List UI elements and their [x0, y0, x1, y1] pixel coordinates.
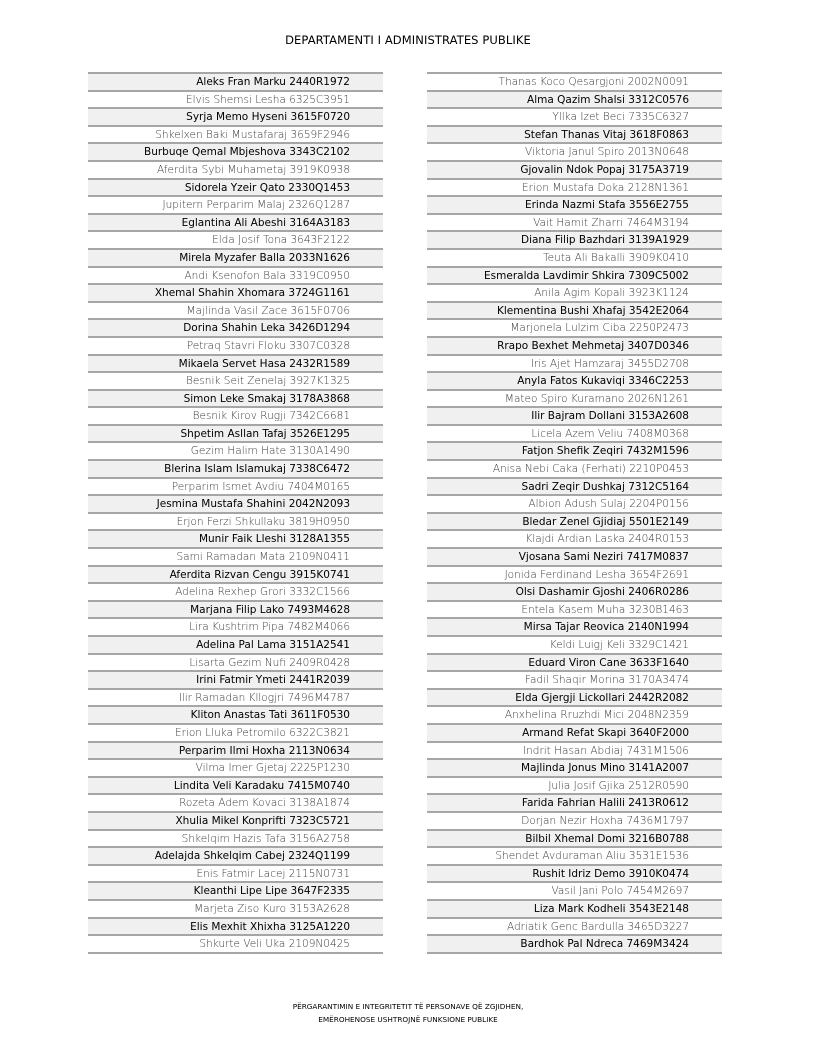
list-item: Eduard Viron Cane 3633F1640 — [427, 655, 722, 673]
list-item: Bledar Zenel Gjidiaj 5501E2149 — [427, 514, 722, 532]
list-item: Mirela Myzafer Balla 2033N1626 — [88, 250, 383, 268]
list-item: Adelina Pal Lama 3151A2541 — [88, 637, 383, 655]
list-item: Dorjan Nezir Hoxha 7436M1797 — [427, 813, 722, 831]
list-item: Munir Faik Lleshi 3128A1355 — [88, 531, 383, 549]
list-item: Xhemal Shahin Xhomara 3724G1161 — [88, 285, 383, 303]
list-item: Rushit Idriz Demo 3910K0474 — [427, 866, 722, 884]
list-item: Fadil Shaqir Morina 3170A3474 — [427, 672, 722, 690]
list-item: Armand Refat Skapi 3640F2000 — [427, 725, 722, 743]
list-item: Erion Mustafa Doka 2128N1361 — [427, 180, 722, 198]
list-item: Elvis Shemsi Lesha 6325C3951 — [88, 92, 383, 110]
list-item: Thanas Koco Qesargjoni 2002N0091 — [427, 74, 722, 92]
page-title: DEPARTAMENTI I ADMINISTRATES PUBLIKE — [285, 33, 531, 47]
list-item: Anisa Nebi Caka (Ferhati) 2210P0453 — [427, 461, 722, 479]
list-item: Jesmina Mustafa Shahini 2042N2093 — [88, 496, 383, 514]
list-item: Bardhok Pal Ndreca 7469M3424 — [427, 936, 722, 954]
list-item: Jonida Ferdinand Lesha 3654F2691 — [427, 567, 722, 585]
list-item: Elis Mexhit Xhixha 3125A1220 — [88, 919, 383, 937]
list-item: Aferdita Rizvan Cengu 3915K0741 — [88, 567, 383, 585]
name-list-right — [427, 72, 722, 954]
list-item: Enis Fatmir Lacej 2115N0731 — [88, 866, 383, 884]
list-item: Marjana Filip Lako 7493M4628 — [88, 602, 383, 620]
list-item: Stefan Thanas Vitaj 3618F0863 — [427, 127, 722, 145]
list-item: Xhulia Mikel Konprifti 7323C5721 — [88, 813, 383, 831]
list-item: Diana Filip Bazhdari 3139A1929 — [427, 232, 722, 250]
page-footer — [0, 1000, 816, 1026]
list-item: Ilir Ramadan Kllogjri 7496M4787 — [88, 690, 383, 708]
list-item: Lira Kushtrim Pipa 7482M4066 — [88, 619, 383, 637]
list-item: Besnik Seit Zenelaj 3927K1325 — [88, 373, 383, 391]
list-item: Gezim Halim Hate 3130A1490 — [88, 443, 383, 461]
list-item: Entela Kasem Muha 3230B1463 — [427, 602, 722, 620]
list-item: Besnik Kirov Rugji 7342C6681 — [88, 408, 383, 426]
list-item: Perparim Ilmi Hoxha 2113N0634 — [88, 743, 383, 761]
list-item: Sadri Zeqir Dushkaj 7312C5164 — [427, 479, 722, 497]
list-item: Shkelxen Baki Mustafaraj 3659F2946 — [88, 127, 383, 145]
list-item: Petraq Stavri Floku 3307C0328 — [88, 338, 383, 356]
list-item: Adelajda Shkelqim Cabej 2324Q1199 — [88, 848, 383, 866]
list-item: Lindita Veli Karadaku 7415M0740 — [88, 778, 383, 796]
footer-line-1: PËRGARANTIMIN E INTEGRITETIT TË PERSONAVE QË ZGJIDHEN, — [292, 1002, 524, 1011]
list-item: Julia Josif Gjika 2512R0590 — [427, 778, 722, 796]
list-item: Adriatik Genc Bardulla 3465D3227 — [427, 919, 722, 937]
list-item: Mateo Spiro Kuramano 2026N1261 — [427, 391, 722, 409]
list-item: Iris Ajet Hamzaraj 3455D2708 — [427, 356, 722, 374]
list-item: Bilbil Xhemal Domi 3216B0788 — [427, 831, 722, 849]
list-item: Licela Azem Veliu 7408M0368 — [427, 426, 722, 444]
list-item: Indrit Hasan Abdiaj 7431M1506 — [427, 743, 722, 761]
list-item: Liza Mark Kodheli 3543E2148 — [427, 901, 722, 919]
list-item: Majlinda Vasil Zace 3615F0706 — [88, 303, 383, 321]
list-item: Adelina Rexhep Grori 3332C1566 — [88, 584, 383, 602]
list-item: Yllka Izet Beci 7335C6327 — [427, 109, 722, 127]
list-item: Sidorela Yzeir Qato 2330Q1453 — [88, 180, 383, 198]
list-item: Vjosana Sami Neziri 7417M0837 — [427, 549, 722, 567]
list-item: Olsi Dashamir Gjoshi 2406R0286 — [427, 584, 722, 602]
list-item: Simon Leke Smakaj 3178A3868 — [88, 391, 383, 409]
list-item: Klajdi Ardian Laska 2404R0153 — [427, 531, 722, 549]
list-item: Marjonela Lulzim Ciba 2250P2473 — [427, 320, 722, 338]
list-item: Burbuqe Qemal Mbjeshova 3343C2102 — [88, 144, 383, 162]
list-item: Shkurte Veli Uka 2109N0425 — [88, 936, 383, 954]
name-list-left — [88, 72, 383, 954]
list-item: Eglantina Ali Abeshi 3164A3183 — [88, 215, 383, 233]
list-item: Kleanthi Lipe Lipe 3647F2335 — [88, 883, 383, 901]
list-item: Albion Adush Sulaj 2204P0156 — [427, 496, 722, 514]
list-item: Viktoria Janul Spiro 2013N0648 — [427, 144, 722, 162]
list-item: Vilma Imer Gjetaj 2225P1230 — [88, 760, 383, 778]
list-item: Sami Ramadan Mata 2109N0411 — [88, 549, 383, 567]
list-item: Anyla Fatos Kukaviqi 3346C2253 — [427, 373, 722, 391]
list-item: Syrja Memo Hyseni 3615F0720 — [88, 109, 383, 127]
list-item: Keldi Luigj Keli 3329C1421 — [427, 637, 722, 655]
list-item: Mirsa Tajar Reovica 2140N1994 — [427, 619, 722, 637]
list-item: Kliton Anastas Tati 3611F0530 — [88, 707, 383, 725]
list-item: Shkelqim Hazis Tafa 3156A2758 — [88, 831, 383, 849]
list-item: Marjeta Ziso Kuro 3153A2628 — [88, 901, 383, 919]
footer-line-2: EMËROHENOSE USHTROJNË FUNKSIONE PUBLIKE — [318, 1015, 498, 1024]
list-item: Shpetim Asllan Tafaj 3526E1295 — [88, 426, 383, 444]
list-item: Blerina Islam Islamukaj 7338C6472 — [88, 461, 383, 479]
list-item: Aferdita Sybi Muhametaj 3919K0938 — [88, 162, 383, 180]
list-item: Fatjon Shefik Zeqiri 7432M1596 — [427, 443, 722, 461]
list-item: Elda Gjergji Lickollari 2442R2082 — [427, 690, 722, 708]
list-item: Elda Josif Tona 3643F2122 — [88, 232, 383, 250]
list-item: Esmeralda Lavdimir Shkira 7309C5002 — [427, 268, 722, 286]
list-item: Anxhelina Rruzhdi Mici 2048N2359 — [427, 707, 722, 725]
list-item: Perparim Ismet Avdiu 7404M0165 — [88, 479, 383, 497]
list-item: Gjovalin Ndok Popaj 3175A3719 — [427, 162, 722, 180]
list-item: Vait Hamit Zharri 7464M3194 — [427, 215, 722, 233]
list-item: Farida Fahrian Halili 2413R0612 — [427, 795, 722, 813]
list-item: Dorina Shahin Leka 3426D1294 — [88, 320, 383, 338]
list-item: Klementina Bushi Xhafaj 3542E2064 — [427, 303, 722, 321]
list-item: Ilir Bajram Dollani 3153A2608 — [427, 408, 722, 426]
list-item: Aleks Fran Marku 2440R1972 — [88, 74, 383, 92]
list-item: Mikaela Servet Hasa 2432R1589 — [88, 356, 383, 374]
list-item: Teuta Ali Bakalli 3909K0410 — [427, 250, 722, 268]
list-item: Erion Lluka Petromilo 6322C3821 — [88, 725, 383, 743]
list-item: Alma Qazim Shalsi 3312C0576 — [427, 92, 722, 110]
list-item: Erinda Nazmi Stafa 3556E2755 — [427, 197, 722, 215]
list-item: Irini Fatmir Ymeti 2441R2039 — [88, 672, 383, 690]
list-item: Andi Ksenofon Bala 3319C0950 — [88, 268, 383, 286]
list-item: Lisarta Gezim Nufi 2409R0428 — [88, 655, 383, 673]
list-item: Rrapo Bexhet Mehmetaj 3407D0346 — [427, 338, 722, 356]
list-item: Vasil Jani Polo 7454M2697 — [427, 883, 722, 901]
list-item: Majlinda Jonus Mino 3141A2007 — [427, 760, 722, 778]
list-item: Anila Agim Kopali 3923K1124 — [427, 285, 722, 303]
list-item: Rozeta Adem Kovaci 3138A1874 — [88, 795, 383, 813]
list-item: Shendet Avduraman Aliu 3531E1536 — [427, 848, 722, 866]
list-item: Erjon Ferzi Shkullaku 3819H0950 — [88, 514, 383, 532]
list-item: Jupitern Perparim Malaj 2326Q1287 — [88, 197, 383, 215]
